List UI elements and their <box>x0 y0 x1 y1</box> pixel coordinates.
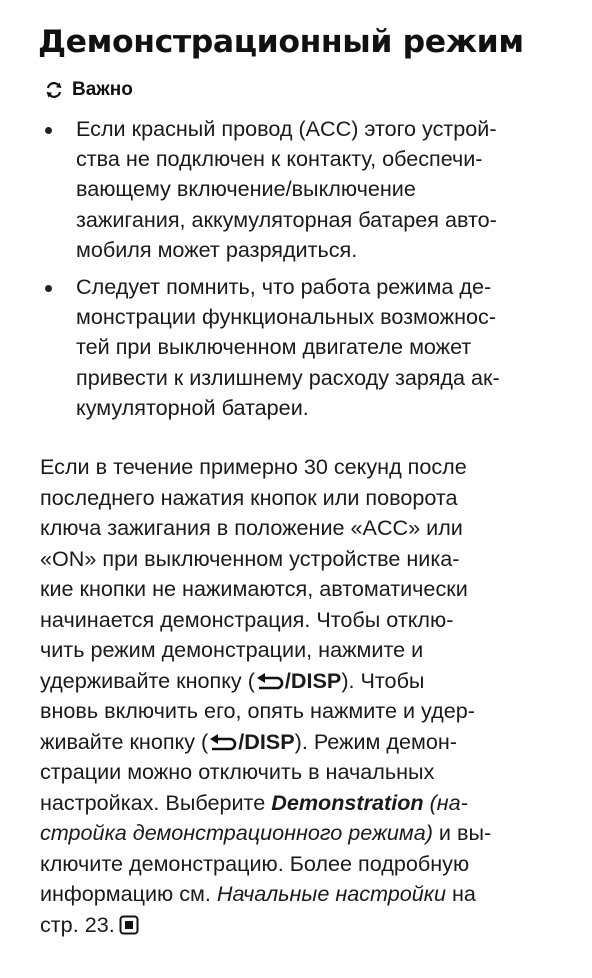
important-note-header <box>44 78 133 102</box>
bullet-dot <box>45 127 52 134</box>
body-text-fragment: настройках. Выберите <box>40 789 272 815</box>
body-line <box>40 818 570 849</box>
body-line: вновь включить его, опять нажмите и удер- <box>40 698 475 723</box>
body-text-fragment: (на- <box>423 789 468 815</box>
body-line: страции можно отключить в начальных <box>40 759 435 784</box>
body-text-fragment: стройка демонстрационного режима) <box>40 820 433 845</box>
body-text-fragment: удерживайте кнопку ( <box>40 667 255 693</box>
body-line <box>40 879 570 910</box>
body-line <box>40 666 570 697</box>
body-line: кие кнопки не нажимаются, автоматически <box>40 576 468 601</box>
body-line: ключа зажигания в положение «ACC» или <box>40 515 463 540</box>
back-arrow-icon <box>208 733 238 751</box>
bullet-line: монстрации функциональных возможнос- <box>76 304 497 330</box>
body-line <box>40 788 570 819</box>
body-line: последнего нажатия кнопок или поворота <box>40 484 458 510</box>
bullet-dot <box>45 285 52 292</box>
important-label: Важно <box>72 79 133 100</box>
important-icon <box>44 80 64 100</box>
body-line <box>40 910 570 941</box>
important-bullet-list <box>40 114 560 423</box>
back-arrow-icon <box>255 672 285 690</box>
bullet-line: тей при выключенном двигателе может <box>76 334 472 360</box>
body-text-fragment: живайте кнопку ( <box>40 728 209 754</box>
initial-settings-reference: Начальные настройки <box>216 881 446 906</box>
bullet-line: ства не подключен к контакту, обеспечи- <box>76 146 483 172</box>
bullet-item <box>40 272 560 423</box>
body-text-fragment: информацию см. <box>40 881 217 906</box>
demonstration-setting-label: Demonstration <box>271 789 424 815</box>
page-title: Демонстрационный режим <box>38 24 524 60</box>
bullet-line: привести к излишнему расходу заряда ак- <box>76 364 500 390</box>
body-text-fragment: и вы- <box>432 820 492 845</box>
body-line: Если в течение примерно 30 секунд после <box>40 454 467 479</box>
body-text-fragment: ). Режим демон- <box>294 728 457 754</box>
body-line: чить режим демонстрации, нажмите и <box>40 637 424 662</box>
bullet-line: Если красный провод (ACC) этого устрой- <box>76 116 497 141</box>
page-reference: стр. 23. <box>40 911 115 937</box>
disp-button-label: /DISP <box>284 667 342 693</box>
bullet-line: Следует помнить, что работа режима де- <box>76 274 492 300</box>
body-paragraph <box>40 452 570 940</box>
end-of-section-icon <box>119 915 139 935</box>
bullet-item <box>40 114 560 265</box>
bullet-line: вающему включение/выключение <box>76 176 416 202</box>
body-text-fragment: ). Чтобы <box>341 667 425 693</box>
bullet-line: зажигания, аккумуляторная батарея авто- <box>76 206 497 232</box>
body-line: ключите демонстрацию. Более подробную <box>40 850 470 876</box>
disp-button-label: /DISP <box>238 728 295 754</box>
body-line: «ON» при выключенном устройстве ника- <box>40 545 460 571</box>
body-line <box>40 727 570 758</box>
body-text-fragment: на <box>446 881 476 906</box>
bullet-line: мобиля может разрядиться. <box>76 236 358 262</box>
bullet-line: кумуляторной батареи. <box>76 394 309 420</box>
body-line: начинается демонстрация. Чтобы отклю- <box>40 606 454 632</box>
